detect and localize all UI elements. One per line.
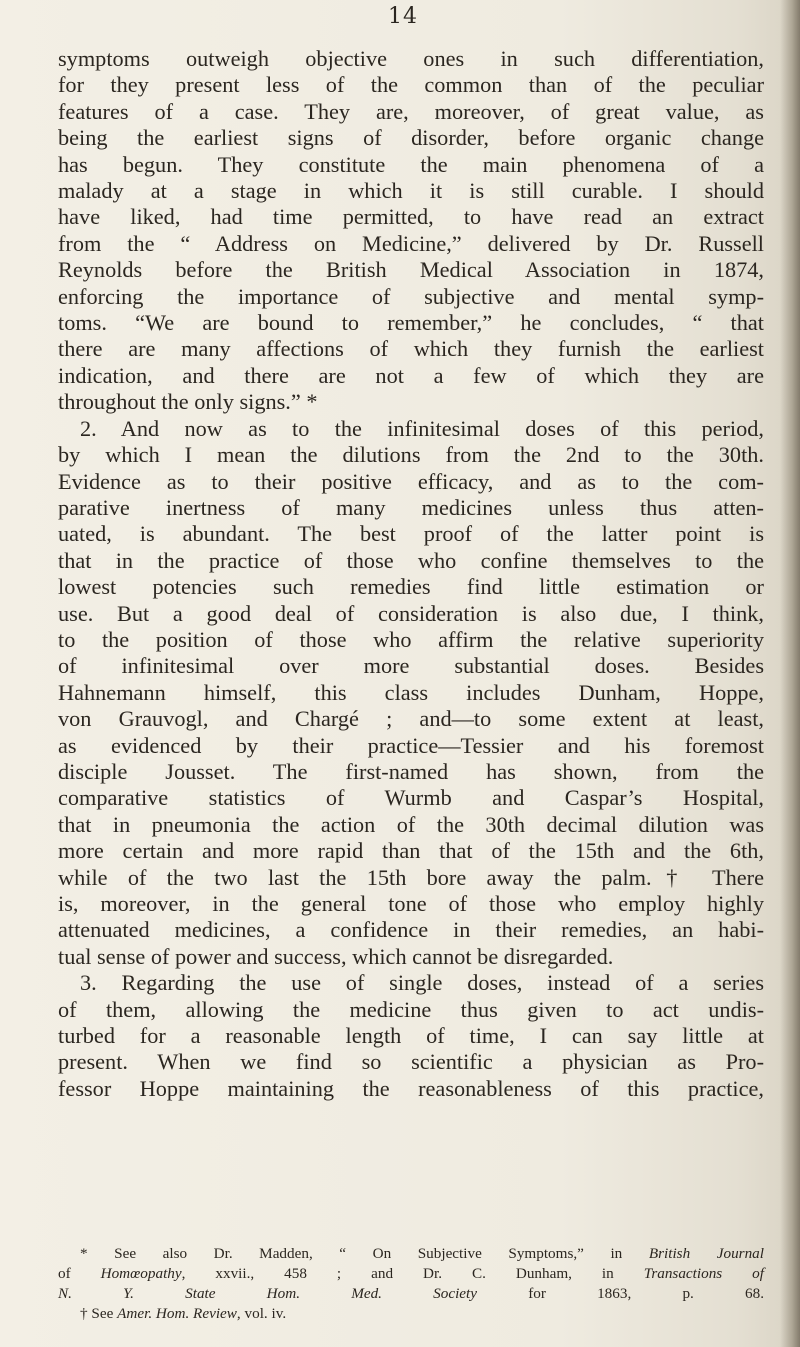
footnote-line: N. Y. State Hom. Med. Society for 1863, p. 68. [58,1285,764,1302]
body-line: of infinitesimal over more substantial doses. Besides [58,653,764,679]
body-line: have liked, had time permitted, to have read an extract [58,204,764,230]
body-line: being the earliest signs of disorder, before organic change [58,125,764,151]
body-line: from the “ Address on Medicine,” delivered by Dr. Russell [58,230,764,256]
body-line: 3. Regarding the use of single doses, instead of a series [80,970,764,996]
body-line: turbed for a reasonable length of time, I can say little at [58,1023,764,1049]
body-line: fessor Hoppe maintaining the reasonableness of this practice, [58,1075,764,1101]
body-line: enforcing the importance of subjective and mental symp- [58,283,764,309]
body-line: more certain and more rapid than that of the 15th and the 6th, [58,838,764,864]
footnote-line: † See Amer. Hom. Review, vol. iv. [80,1305,287,1322]
body-text [58,46,764,1102]
body-line: features of a case. They are, moreover, of great value, as [58,98,764,124]
body-line: has begun. They constitute the main phenomena of a [58,151,764,177]
body-line: lowest potencies such remedies find little estimation or [58,574,764,600]
body-line: Reynolds before the British Medical Association in 1874, [58,257,764,283]
body-line: throughout the only signs.” * [58,389,318,415]
footnote-line: of Homœopathy, xxvii., 458 ; and Dr. C. Dunham, in Transactions of [58,1265,764,1282]
body-line: disciple Jousset. The first-named has shown, from the [58,758,764,784]
body-line: as evidenced by their practice—Tessier and his foremost [58,732,764,758]
body-line: is, moreover, in the general tone of those who employ highly [58,891,764,916]
body-line: present. When we find so scientific a physician as Pro- [58,1049,764,1075]
body-line: von Grauvogl, and Chargé ; and—to some extent at least, [58,706,764,732]
body-line: to the position of those who affirm the relative superiority [58,626,764,652]
body-line: comparative statistics of Wurmb and Caspar’s Hospital, [58,785,764,811]
body-line: symptoms outweigh objective ones in such differentiation, [58,46,764,71]
body-line: while of the two last the 15th bore away the palm.† There [58,864,764,890]
body-line: there are many affections of which they furnish the earliest [58,336,764,362]
body-line: by which I mean the dilutions from the 2nd to the 30th. [58,442,764,468]
footnote-line: * See also Dr. Madden, “ On Subjective Symptoms,” in British Journal [80,1245,764,1262]
body-line: that in pneumonia the action of the 30th decimal dilution was [58,811,764,837]
body-line: 2. And now as to the infinitesimal doses of this period, [80,415,764,441]
body-line: attenuated medicines, a confidence in their remedies, an habi- [58,917,764,943]
body-line: Evidence as to their positive efficacy, and as to the com- [58,468,764,494]
body-line: uated, is abundant. The best proof of the latter point is [58,521,764,547]
body-line: use. But a good deal of consideration is also due, I think, [58,600,764,626]
body-line: Hahnemann himself, this class includes Dunham, Hoppe, [58,679,764,705]
body-line: indication, and there are not a few of which they are [58,362,764,388]
body-line: tual sense of power and success, which cannot be disregarded. [58,943,614,969]
body-line: toms. “We are bound to remember,” he concludes, “ that [58,310,764,336]
body-line: parative inertness of many medicines unless thus atten- [58,494,764,520]
body-line: that in the practice of those who confine themselves to the [58,547,764,573]
page-edge-shadow [780,0,800,1347]
page-number: 14 [388,4,418,29]
body-line: malady at a stage in which it is still curable. I should [58,178,764,204]
footnotes [58,1244,764,1324]
body-line: of them, allowing the medicine thus given to act undis- [58,996,764,1022]
body-line: for they present less of the common than of the peculiar [58,72,764,98]
